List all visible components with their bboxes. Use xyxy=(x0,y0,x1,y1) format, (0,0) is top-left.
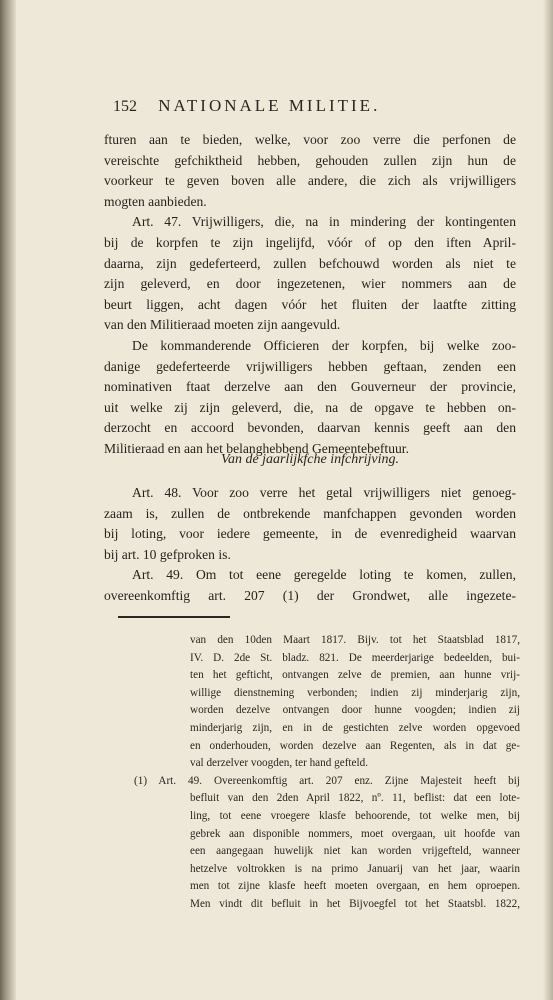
text-line: bij de korpfen te zijn ingelijfd, vóór of op den iften April- xyxy=(104,234,516,250)
footnote-line: minderjarig zijn, en in de gestichten zelve worden opgevoed xyxy=(190,721,520,734)
text-line: zijn geleverd, en door ingezetenen, wier nommers aan de xyxy=(104,276,516,292)
text-line: uit welke zij zijn geleverd, die, na de opgave te hebben on- xyxy=(104,399,516,415)
footnote-line: hetzelve voltrokken is na primo Januarij van het jaar, waarin xyxy=(190,862,520,875)
page-number: 152 xyxy=(113,98,137,115)
text-line: zaam is, zullen de ontbrekende manfchappen gevonden worden xyxy=(104,505,516,521)
main-text-bottom xyxy=(104,483,516,607)
running-header xyxy=(113,96,493,116)
footnote-line: een aangegaan huwelijk niet kan worden vrijgefteld, wanneer xyxy=(190,845,520,858)
footnote-line: willige dienstneming verbonden; indien zij minderjarig zijn, xyxy=(190,686,520,699)
footnotes xyxy=(120,632,520,914)
main-text-top xyxy=(104,130,516,460)
text-line: Art. 49. Om tot eene geregelde loting te komen, zullen, xyxy=(132,567,516,583)
footnote-line: worden dezelve ontvangen door hunne voogden; indien zij xyxy=(190,704,520,717)
footnote-line: IV. D. 2de St. bladz. 821. De meerderjarige bedeelden, bui- xyxy=(190,651,520,664)
text-line: bij loting, voor iedere gemeente, in de evenredigheid waarvan xyxy=(104,526,516,542)
footnote-line: (1) Art. 49. Overeenkomftig art. 207 enz. Zijne Majesteit heeft bij xyxy=(134,774,520,787)
footnote-line: ling, tot eene vroegere klasfe behoorende, tot welke men, bij xyxy=(190,809,520,822)
section-heading: Van de jaarlijkfche infchrijving. xyxy=(220,452,400,467)
footnote-line: men tot zijne klasfe heeft moeten overgaan, en hem oproepen. xyxy=(190,880,520,893)
text-line: Art. 48. Voor zoo verre het getal vrijwilligers niet genoeg- xyxy=(132,485,516,500)
footnote-line: val derzelver voogden, ter hand gefteld. xyxy=(190,757,368,770)
footnote-line: gebrek aan disponible nommers, moet overgaan, uit hoofde van xyxy=(190,827,520,840)
footnote-separator xyxy=(118,616,230,618)
footnote-line: en onderhouden, worden dezelve aan Regenten, als in dat ge- xyxy=(190,739,520,752)
text-line: Militieraad en aan het belanghebbend Gemeentebeftuur. xyxy=(104,440,409,456)
footnote-line: befluit van den 2den April 1822, nº. 11, beflist: dat een lote- xyxy=(190,792,520,805)
text-line: danige gedeferteerde vrijwilligers hebben geftaan, zenden een xyxy=(104,358,516,374)
text-line: Art. 47. Vrijwilligers, die, na in mindering der kontingenten xyxy=(132,214,516,230)
text-line: beurt liggen, acht dagen vóór het fluiten der laatfte zitting xyxy=(104,296,516,312)
page-edge xyxy=(543,0,553,1000)
footnote-line: ten het gefticht, ontvangen zelve de premien, aan hunne vrij- xyxy=(190,669,520,682)
running-title: NATIONALE MILITIE. xyxy=(158,96,381,115)
text-line: mogten aanbieden. xyxy=(104,193,207,209)
text-line: bij art. 10 gefproken is. xyxy=(104,546,231,562)
text-line: fturen aan te bieden, welke, voor zoo verre die perfonen de xyxy=(104,132,516,147)
text-line: daarna, zijn gedeferteerd, zullen befchouwd worden als niet te xyxy=(104,255,516,271)
text-line: overeenkomftig art. 207 (1) der Grondwet, alle ingezete- xyxy=(104,587,516,603)
text-line: De kommanderende Officieren der korpfen, bij welke zoo- xyxy=(132,337,516,353)
text-line: nominativen ftaat derzelve aan den Gouverneur der provincie, xyxy=(104,379,516,395)
text-line: vereischte gefchiktheid hebben, gehouden zullen zijn hun de xyxy=(104,152,516,168)
footnote-line: van den 10den Maart 1817. Bijv. tot het Staatsblad 1817, xyxy=(190,634,520,646)
text-line: van den Militieraad moeten zijn aangevuld. xyxy=(104,317,341,333)
text-line: voorkeur te geven boven alle andere, die zich als vrijwilligers xyxy=(104,173,516,189)
footnote-line: Men vindt dit befluit in het Bijvoegfel tot het Staatsbl. 1822, xyxy=(190,897,520,910)
page-gutter-shadow xyxy=(0,0,16,1000)
text-line: derzocht en accoord bevonden, daarvan kennis geeft aan den xyxy=(104,420,516,436)
